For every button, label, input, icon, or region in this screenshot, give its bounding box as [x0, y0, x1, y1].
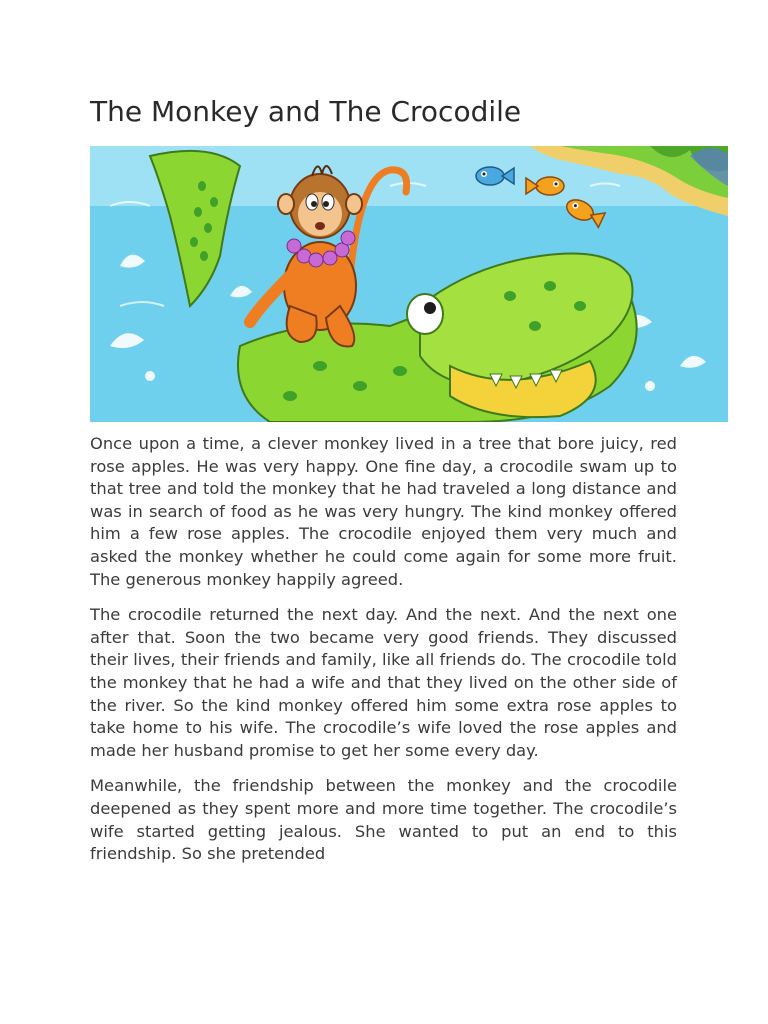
story-paragraph-3: Meanwhile, the friendship between the monkey and the crocodile deepened as they spent more and more time together. The crocodile’s wife started getting jealous. She wanted to put an end to this friendship. So she pretended [90, 776, 677, 864]
story-body [90, 433, 677, 879]
story-paragraph-1: Once upon a time, a clever monkey lived in a tree that bore juicy, red rose apples. He was very happy. One fine day, a crocodile swam up to that tree and told the monkey that he had traveled a long distance and was in search of food as he was very hungry. The kind monkey offered him a few rose apples. The crocodile enjoyed them very much and asked the monkey whether he could come again for some more fruit. The generous monkey happily agreed. [90, 434, 677, 589]
story-illustration [90, 146, 728, 422]
monkey-crocodile-illustration-icon [90, 146, 728, 422]
story-title: The Monkey and The Crocodile [90, 95, 522, 128]
story-paragraph-2: The crocodile returned the next day. And the next. And the next one after that. Soon the two became very good friends. They discussed their lives, their friends and family, like all friends do. The crocodile told the monkey that he had a wife and that they lived on the other side of the river. So the kind monkey offered him some extra rose apples to take home to his wife. The crocodile’s wife loved the rose apples and made her husband promise to get her some every day. [90, 605, 677, 760]
